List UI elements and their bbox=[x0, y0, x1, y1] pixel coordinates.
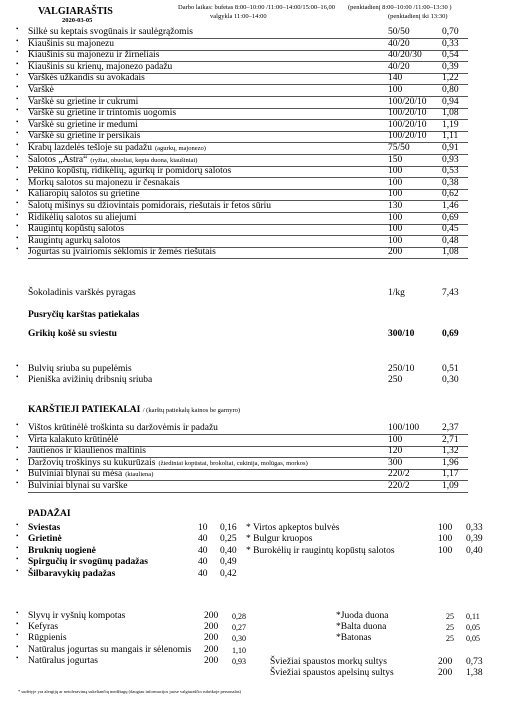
bullet-icon: • bbox=[16, 141, 19, 149]
bullet-icon: • bbox=[16, 455, 19, 464]
hot-item-qty: 100 bbox=[388, 434, 403, 445]
cold-item-name bbox=[28, 247, 216, 258]
cold-item-price: 1,08 bbox=[442, 247, 459, 258]
bullet-icon: • bbox=[16, 210, 19, 219]
breakfast-heading: Pusryčių karštas patiekalas bbox=[28, 310, 140, 320]
cold-item-qty: 100/20/10 bbox=[388, 108, 427, 119]
item-name-text: Jautienos ir kiaulienos maltinis bbox=[28, 446, 146, 457]
item-name-text: Raugintų agurkų salotos bbox=[28, 235, 121, 246]
bullet-icon: • bbox=[16, 199, 19, 207]
item-note: (žiediniai kopūstai, brokoliai, cukinija, molūgas, morkos) bbox=[158, 459, 308, 467]
bread-name: *Juoda duona bbox=[336, 611, 389, 621]
bullet-icon: • bbox=[16, 642, 19, 651]
bullet-icon: • bbox=[16, 222, 19, 231]
item-name-text: Varškė su grietine ir trintomis uogomis bbox=[28, 108, 177, 119]
garnish-qty: 100 bbox=[438, 534, 453, 545]
juice-price: 0,73 bbox=[466, 657, 483, 667]
cold-item-name bbox=[28, 189, 140, 200]
cold-item-qty: 100/20/10 bbox=[388, 131, 427, 142]
bread-qty: 25 bbox=[446, 634, 454, 644]
sauce-price: 0,16 bbox=[220, 523, 237, 533]
sauce-qty: 10 bbox=[198, 523, 208, 533]
bullet-icon: • bbox=[16, 631, 19, 640]
cold-item-qty: 40/20/30 bbox=[388, 50, 422, 61]
bread-name: *Batonas bbox=[336, 633, 372, 644]
bullet-icon: • bbox=[16, 175, 19, 184]
cold-item-price: 0,70 bbox=[442, 27, 459, 37]
cold-item-price: 0,80 bbox=[442, 85, 459, 95]
bullet-icon: • bbox=[16, 421, 19, 429]
bullet-icon: • bbox=[16, 555, 19, 564]
item-name-text: Salotų mišinys su džiovintais pomidorais, riešutais ir fetos sūriu bbox=[28, 201, 272, 211]
cake-price: 7,43 bbox=[442, 288, 459, 298]
soup-qty: 250/10 bbox=[388, 364, 415, 374]
hot-item-name bbox=[28, 435, 118, 446]
bullet-icon: • bbox=[16, 620, 19, 629]
cold-item-name bbox=[28, 224, 124, 235]
bullet-icon: • bbox=[16, 36, 19, 45]
hot-item-price: 1,32 bbox=[442, 446, 459, 457]
cake-name: Šokoladinis varškės pyragas bbox=[28, 288, 136, 298]
cold-item-name bbox=[28, 108, 176, 119]
cold-item-price: 0,53 bbox=[442, 166, 459, 177]
drink-name: Slyvų ir vyšnių kompotas bbox=[28, 611, 126, 621]
cold-item-name bbox=[28, 50, 159, 61]
sauce-price: 0,49 bbox=[220, 557, 237, 568]
cold-item-name bbox=[28, 213, 136, 224]
item-name-text: Bulviniai blynai su mėsa bbox=[28, 469, 123, 480]
bullet-icon: • bbox=[16, 479, 19, 487]
juice-qty: 200 bbox=[438, 657, 453, 667]
garnish-name: * Virtos apkeptos bulvės bbox=[246, 523, 340, 533]
cold-item-name bbox=[28, 120, 138, 131]
garnish-price: 0,40 bbox=[466, 545, 483, 556]
row-divider bbox=[28, 492, 468, 493]
hot-item-name bbox=[28, 481, 127, 492]
hot-item-qty: 220/2 bbox=[388, 469, 410, 480]
item-name-text: Bulviniai blynai su varške bbox=[28, 481, 128, 491]
item-name-text: Pekino kopūstų, ridikėlių, agurkų ir pomidorų salotos bbox=[28, 166, 232, 177]
juice-price: 1,38 bbox=[466, 668, 483, 678]
working-hours-friday: (penktadienį 8:00–10:00 /11:00–13:30 ) bbox=[348, 4, 452, 11]
sauce-qty: 40 bbox=[198, 545, 208, 556]
breakfast-price: 0,69 bbox=[442, 329, 459, 339]
cold-item-qty: 100/20/10 bbox=[388, 119, 427, 130]
breakfast-qty: 300/10 bbox=[388, 329, 415, 339]
bread-name: *Balta duona bbox=[336, 622, 387, 633]
cold-item-qty: 150 bbox=[388, 154, 403, 165]
drink-price: 0,27 bbox=[232, 623, 246, 633]
hot-dishes-heading bbox=[28, 405, 240, 416]
drink-price: 1,10 bbox=[232, 645, 246, 655]
hot-item-qty: 120 bbox=[388, 446, 403, 457]
menu-date: 2020-03-05 bbox=[62, 17, 93, 24]
bullet-icon: • bbox=[16, 432, 19, 441]
garnish-qty: 100 bbox=[438, 523, 453, 533]
drink-name: Natūralus jogurtas bbox=[28, 655, 98, 666]
item-name-text: Vištos krūtinėlė troškinta su daržovėmis ir padažu bbox=[28, 423, 218, 433]
bullet-icon: • bbox=[16, 521, 19, 529]
cold-item-price: 0,69 bbox=[442, 212, 459, 223]
sauce-price: 0,25 bbox=[220, 534, 237, 545]
bullet-icon: • bbox=[16, 653, 19, 662]
cold-item-qty: 100 bbox=[388, 212, 403, 223]
cold-item-price: 0,45 bbox=[442, 224, 459, 235]
garnish-name: * Bulgur kruopos bbox=[246, 534, 313, 545]
hot-item-price: 2,37 bbox=[442, 423, 459, 433]
bullet-icon: • bbox=[16, 566, 19, 575]
cold-item-name bbox=[28, 97, 138, 108]
drink-price: 0,28 bbox=[232, 612, 246, 621]
cold-item-price: 0,38 bbox=[442, 177, 459, 188]
soup-name: Bulvių sriuba su pupelėmis bbox=[28, 364, 132, 374]
bullet-icon: • bbox=[16, 94, 19, 103]
cold-item-price: 0,62 bbox=[442, 189, 459, 200]
bread-price: 0,05 bbox=[466, 634, 480, 644]
garnish-price: 0,39 bbox=[466, 534, 483, 545]
cold-item-qty: 100 bbox=[388, 224, 403, 235]
item-name-text: Morkų salotos su majonezu ir česnakais bbox=[28, 177, 180, 188]
item-name-text: Kaliaropių salotos su grietine bbox=[28, 189, 140, 200]
hot-item-name bbox=[28, 446, 146, 457]
bullet-icon: • bbox=[16, 187, 19, 196]
sauce-name: Šilbaravykių padažas bbox=[28, 568, 116, 579]
bullet-icon: • bbox=[16, 106, 19, 115]
bullet-icon: • bbox=[16, 532, 19, 541]
cold-item-name bbox=[28, 73, 145, 84]
cold-item-qty: 100 bbox=[388, 166, 403, 177]
hot-item-name bbox=[28, 469, 153, 480]
cake-qty: 1/kg bbox=[388, 288, 405, 298]
cold-item-qty: 100 bbox=[388, 235, 403, 246]
item-name-text: Krabų lazdelės tešloje su padažu bbox=[28, 143, 152, 153]
sauce-qty: 40 bbox=[198, 568, 208, 579]
hot-item-qty: 300 bbox=[388, 457, 403, 468]
cold-item-name bbox=[28, 85, 54, 96]
item-name-text: Varškė bbox=[28, 85, 54, 95]
hot-item-price: 1,17 bbox=[442, 469, 459, 480]
cold-item-qty: 100 bbox=[388, 189, 403, 200]
cold-item-price: 1,22 bbox=[442, 73, 459, 84]
item-name-text: Varškė su grietine ir medumi bbox=[28, 119, 138, 130]
sauce-price: 0,40 bbox=[220, 545, 237, 556]
item-name-text: Daržovių troškinys su kukurūzais bbox=[28, 457, 156, 468]
cold-item-price: 0,48 bbox=[442, 235, 459, 246]
cold-item-price: 1,19 bbox=[442, 119, 459, 130]
cold-item-name bbox=[28, 131, 140, 142]
bullet-icon: • bbox=[16, 152, 19, 161]
juice-name: Šviežiai spaustos morkų sultys bbox=[270, 657, 387, 667]
cold-item-name bbox=[28, 39, 114, 50]
cold-item-price: 0,33 bbox=[442, 38, 459, 49]
bread-price: 0,05 bbox=[466, 623, 480, 633]
item-name-text: Jogurtas su įvairiomis sėklomis ir žemės riešutais bbox=[28, 247, 216, 258]
cold-item-name bbox=[28, 62, 172, 73]
drink-qty: 200 bbox=[204, 644, 219, 655]
cold-item-price: 1,08 bbox=[442, 108, 459, 119]
hot-item-price: 1,09 bbox=[442, 481, 459, 491]
hot-item-name bbox=[28, 458, 308, 469]
item-name-text: Kiaušinis su krienų, majonezo padažu bbox=[28, 61, 173, 72]
cold-item-name bbox=[28, 178, 180, 189]
soup-price: 0,51 bbox=[442, 364, 459, 374]
item-name-text: Varškės užkandis su avokadais bbox=[28, 73, 145, 84]
cold-item-name bbox=[28, 155, 197, 166]
cold-item-price: 0,54 bbox=[442, 50, 459, 61]
bullet-icon: • bbox=[16, 609, 19, 617]
drink-name: Natūralus jogurtas su mangais ir sėlenomis bbox=[28, 644, 192, 655]
cold-item-qty: 50/50 bbox=[388, 27, 410, 37]
hot-dishes-note: / (karštų patiekalų kainos be garnyro) bbox=[142, 407, 241, 414]
cold-item-price: 1,46 bbox=[442, 201, 459, 211]
cold-item-price: 0,93 bbox=[442, 154, 459, 165]
bullet-icon: • bbox=[16, 48, 19, 57]
sauce-name: Grietinė bbox=[28, 534, 62, 545]
bullet-icon: • bbox=[16, 59, 19, 68]
cold-item-price: 0,39 bbox=[442, 61, 459, 72]
item-name-text: Ridikėlių salotos su aliejumi bbox=[28, 212, 137, 223]
working-hours: Darbo laikas: bufetas 8:00–10:00 /11:00–14:00/15:00–16,00 bbox=[178, 4, 336, 11]
cold-item-qty: 75/50 bbox=[388, 143, 410, 153]
cold-item-qty: 40/20 bbox=[388, 61, 410, 72]
sauce-name: Spirgučių ir svogūnų padažas bbox=[28, 557, 148, 568]
item-name-text: Silkė su keptais svogūnais ir saulėgrąžomis bbox=[28, 27, 193, 37]
sauce-qty: 40 bbox=[198, 557, 208, 568]
cold-item-qty: 140 bbox=[388, 73, 403, 84]
hot-item-qty: 100/100 bbox=[388, 423, 420, 433]
soup-qty: 250 bbox=[388, 375, 403, 385]
bullet-icon: • bbox=[16, 164, 19, 173]
item-note: (agurkų, majonezo) bbox=[154, 145, 206, 152]
sauce-name: Sviestas bbox=[28, 523, 61, 533]
sauce-name: Bruknių uogienė bbox=[28, 545, 96, 556]
hot-item-price: 2,71 bbox=[442, 434, 459, 445]
bread-price: 0,11 bbox=[466, 612, 480, 621]
bullet-icon: • bbox=[16, 444, 19, 453]
drink-qty: 200 bbox=[204, 655, 219, 666]
bullet-icon: • bbox=[16, 245, 19, 254]
item-name-text: Raugintų kopūstų salotos bbox=[28, 224, 125, 235]
hot-item-name bbox=[28, 423, 218, 434]
item-note: (ryžiai, obuoliai, kepta duona, kiaušiniai) bbox=[90, 156, 198, 164]
item-name-text: Varškė su grietine ir persikais bbox=[28, 131, 141, 142]
drink-price: 0,93 bbox=[232, 656, 246, 666]
working-hours-friday-canteen: (penktadienį iki 13:30) bbox=[388, 13, 448, 20]
bullet-icon: • bbox=[16, 83, 19, 91]
item-name-text: Salotos „Astra“ bbox=[28, 154, 88, 165]
cold-item-qty: 100/20/10 bbox=[388, 96, 427, 107]
item-name-text: Varškė su grietine ir cukrumi bbox=[28, 96, 139, 107]
cold-item-name bbox=[28, 201, 271, 212]
cold-item-name bbox=[28, 236, 120, 247]
cold-item-name bbox=[28, 166, 231, 177]
sauces-heading: PADAŽAI bbox=[28, 509, 71, 519]
cold-item-qty: 130 bbox=[388, 201, 403, 211]
garnish-name: * Burokėlių ir raugintų kopūstų salotos bbox=[246, 545, 395, 556]
drink-qty: 200 bbox=[204, 611, 219, 621]
item-name-text: Kiaušinis su majonezu ir žirneliais bbox=[28, 50, 160, 61]
cold-item-qty: 200 bbox=[388, 247, 403, 258]
drink-price: 0,30 bbox=[232, 634, 246, 644]
bullet-icon: • bbox=[16, 543, 19, 552]
cold-item-qty: 100 bbox=[388, 177, 403, 188]
bullet-icon: • bbox=[16, 25, 19, 33]
bullet-icon: • bbox=[16, 373, 19, 381]
item-name-text: Virta kalakuto krūtinėlė bbox=[28, 434, 119, 445]
cold-item-qty: 40/20 bbox=[388, 38, 410, 49]
bullet-icon: • bbox=[16, 71, 19, 80]
garnish-price: 0,33 bbox=[466, 523, 483, 533]
drink-name: Rūgpienis bbox=[28, 633, 67, 644]
cold-item-name bbox=[28, 27, 193, 38]
breakfast-name: Grikių košė su sviestu bbox=[28, 329, 117, 339]
hot-item-price: 1,96 bbox=[442, 457, 459, 468]
bullet-icon: • bbox=[16, 129, 19, 138]
working-hours-canteen: valgykla 11:00–14:00 bbox=[210, 13, 267, 20]
bullet-icon: • bbox=[16, 233, 19, 242]
garnish-qty: 100 bbox=[438, 545, 453, 556]
item-name-text: Kiaušinis su majonezu bbox=[28, 38, 115, 49]
drink-qty: 200 bbox=[204, 622, 219, 633]
item-note: (kiauliena) bbox=[125, 471, 154, 479]
page-title: VALGIARAŠTIS bbox=[38, 6, 113, 17]
row-divider bbox=[28, 258, 468, 259]
allergen-footnote: * sudėtyje yra alergijų ar netoleravimą sukeliančių medžiagų (daugiau informacijos juose valgiaraščio rubrikoje personalas) bbox=[18, 689, 241, 694]
drink-name: Kefyras bbox=[28, 622, 59, 633]
hot-dishes-title: KARŠTIEJI PATIEKALAI bbox=[28, 405, 141, 415]
cold-item-price: 0,91 bbox=[442, 143, 459, 153]
bullet-icon: • bbox=[16, 362, 19, 370]
sauce-qty: 40 bbox=[198, 534, 208, 545]
soup-price: 0,30 bbox=[442, 375, 459, 385]
bullet-icon: • bbox=[16, 467, 19, 476]
bread-qty: 25 bbox=[446, 612, 454, 621]
cold-item-price: 0,94 bbox=[442, 96, 459, 107]
drink-qty: 200 bbox=[204, 633, 219, 644]
bullet-icon: • bbox=[16, 117, 19, 126]
hot-item-qty: 220/2 bbox=[388, 481, 410, 491]
bread-qty: 25 bbox=[446, 623, 454, 633]
cold-item-name bbox=[28, 143, 206, 154]
sauce-price: 0,42 bbox=[220, 568, 237, 579]
juice-qty: 200 bbox=[438, 668, 453, 678]
juice-name: Šviežiai spaustos apelsinų sultys bbox=[270, 668, 394, 678]
cold-item-price: 1,11 bbox=[442, 131, 459, 142]
soup-name: Pieniška avižinių dribsnių sriuba bbox=[28, 375, 153, 385]
cold-item-qty: 100 bbox=[388, 85, 403, 95]
